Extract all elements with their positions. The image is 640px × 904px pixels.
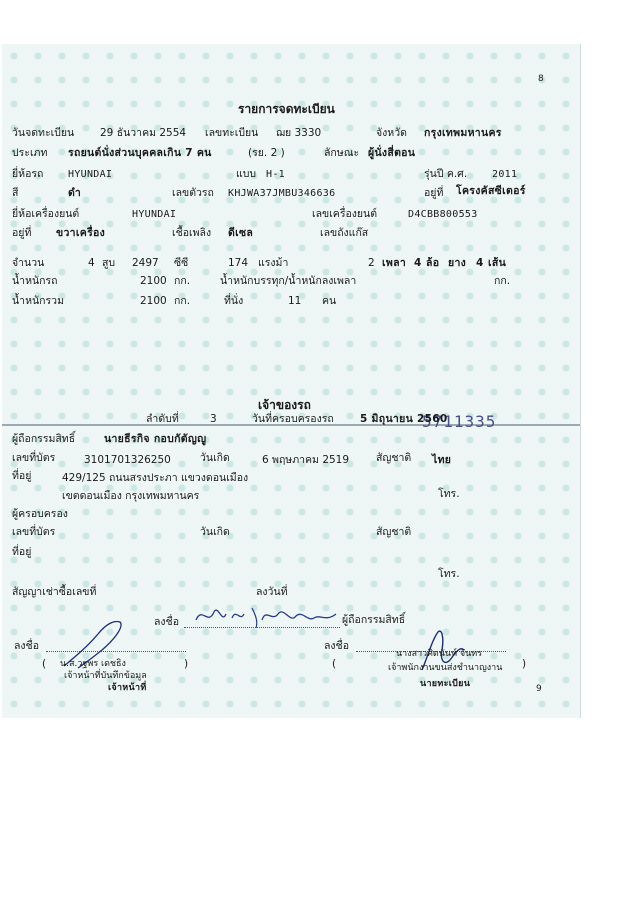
tire-unit: เส้น bbox=[488, 257, 507, 269]
tire-label: ยาง bbox=[448, 257, 467, 269]
year-label: รุ่นปี ค.ศ. bbox=[424, 168, 468, 180]
holder-value: นายธีรกิจ กอบกัตัญญู bbox=[104, 433, 207, 445]
seats-value: 11 bbox=[288, 295, 302, 307]
hire-date-label: ลงวันที่ bbox=[256, 586, 288, 598]
reg-date-label: วันจดทะเบียน bbox=[12, 127, 75, 139]
engine-brand-value: HYUNDAI bbox=[132, 209, 177, 220]
fuel-label: เชื้อเพลิง bbox=[172, 227, 212, 239]
weight-value: 2100 bbox=[140, 275, 167, 287]
color-label: สี bbox=[12, 187, 19, 199]
total-weight-value: 2100 bbox=[140, 295, 167, 307]
color-value: ดำ bbox=[68, 187, 82, 199]
weight-unit: กก. bbox=[174, 275, 191, 287]
model-value: H-1 bbox=[266, 169, 285, 180]
wheel-value: 4 bbox=[414, 257, 422, 269]
type-label: ประเภท bbox=[12, 147, 48, 159]
nationality-value: ไทย bbox=[432, 454, 452, 466]
tire-value: 4 bbox=[476, 257, 484, 269]
brand-label: ยี่ห้อรถ bbox=[12, 168, 44, 180]
possession-date-value: 5 มิถุนายน 2560 bbox=[360, 413, 448, 425]
style-label: ลักษณะ bbox=[324, 147, 360, 159]
engine-no-value: D4CBB800553 bbox=[408, 209, 478, 220]
sequence-label: ลำดับที่ bbox=[146, 413, 179, 425]
province-value: กรุงเทพมหานคร bbox=[424, 127, 502, 139]
vin-label: เลขตัวรถ bbox=[172, 187, 214, 199]
holder-sign-label: ลงชื่อ bbox=[154, 616, 179, 628]
province-label: จังหวัด bbox=[376, 127, 407, 139]
seats-unit: คน bbox=[322, 295, 337, 307]
nationality-label: สัญชาติ bbox=[376, 452, 412, 464]
registration-title: รายการจดทะเบียน bbox=[238, 102, 335, 116]
officer-sign-label: ลงชื่อ bbox=[14, 640, 39, 652]
year-value: 2011 bbox=[492, 169, 518, 180]
officer-name-left: น.ส.วฐพร เดชธิง bbox=[60, 659, 126, 669]
registrar-position: เจ้าพนักงานขนส่งชำนาญงาน bbox=[388, 663, 503, 673]
possessor-nationality-label: สัญชาติ bbox=[376, 526, 412, 538]
possessor-id-label: เลขที่บัตร bbox=[12, 526, 56, 538]
holder-signature bbox=[192, 600, 342, 630]
reg-no-value: ฌย 3330 bbox=[276, 127, 322, 139]
possessor-address-label: ที่อยู่ bbox=[12, 546, 32, 558]
cyl-value: 4 bbox=[88, 257, 95, 269]
fuel-value: ดีเซล bbox=[228, 227, 254, 239]
officer-position-left: เจ้าหน้าที่บันทึกข้อมูล bbox=[64, 671, 147, 681]
cyl-label: สูบ bbox=[102, 257, 116, 269]
load-unit: กก. bbox=[494, 275, 511, 287]
possessor-dob-label: วันเกิด bbox=[200, 526, 230, 538]
weight-label: น้ำหนักรถ bbox=[12, 275, 58, 287]
style-value: ผู้นั่งสี่ตอน bbox=[368, 147, 416, 159]
engine-brand-label: ยี่ห้อเครื่องยนต์ bbox=[12, 208, 80, 220]
brand-value: HYUNDAI bbox=[68, 169, 113, 180]
address-line-2: เขตดอนเมือง กรุงเทพมหานคร bbox=[62, 490, 200, 502]
engine-no-label: เลขเครื่องยนต์ bbox=[312, 208, 378, 220]
dob-value: 6 พฤษภาคม 2519 bbox=[262, 454, 350, 466]
location-value: โครงคัสซีเตอร์ bbox=[456, 185, 526, 197]
holder-sign-role: ผู้ถือกรรมสิทธิ์ bbox=[342, 614, 406, 626]
hire-purchase-label: สัญญาเช่าซื้อเลขที่ bbox=[12, 586, 97, 598]
wheel-label: ล้อ bbox=[426, 257, 440, 269]
vin-value: KHJWA37JMBU346636 bbox=[228, 188, 336, 199]
reg-date-value: 29 ธันวาคม 2554 bbox=[100, 127, 187, 139]
page-number-bottom: 9 bbox=[536, 684, 542, 694]
type-value: รถยนต์นั่งส่วนบุคคลเกิน 7 คน bbox=[68, 147, 212, 159]
engine-loc-label: อยู่ที่ bbox=[12, 227, 32, 239]
registrar-sign-label: ลงชื่อ bbox=[324, 640, 349, 652]
reg-no-label: เลขทะเบียน bbox=[205, 127, 259, 139]
tel-label: โทร. bbox=[438, 488, 460, 500]
total-weight-unit: กก. bbox=[174, 295, 191, 307]
officer-role-left: เจ้าหน้าที่ bbox=[108, 683, 147, 693]
code-value: (รย. 2 ) bbox=[248, 147, 285, 159]
hp-value: 174 bbox=[228, 257, 249, 269]
possessor-label: ผู้ครอบครอง bbox=[12, 508, 68, 520]
possessor-tel-label: โทร. bbox=[438, 568, 460, 580]
cc-label: ซีซี bbox=[174, 257, 189, 269]
registration-document: 8 รายการจดทะเบียน วันจดทะเบียน 29 ธันวาคม 2554 เลขทะเบียน ฌย 3330 จังหวัด กรุงเทพมหานคร ประเภท รถยนต์นั่งส่วนบุคคลเกิน 7 คน (รย. 2 ) ลักษณะ ผู้นั่งสี่ตอน ยี่ห้อรถ HYUNDAI แบบ H-1 รุ่นปี ค.ศ. 2011 สี ดำ เลขตัวรถ KHJWA37JMBU346636 อยู่ที่ โครงคัสซีเตอร์ ยี่ห้อเครื่องยนต์ HYUNDAI เลขเครื่องยนต์ D4CBB800553 อยู่ที่ ขวาเครื่อง เชื้อเพลิง ดีเซล เลขถังแก๊ส จำนวน 4 สูบ 2497 ซีซี 174 แรงม้า 2 เพลา 4 ล้อ ยาง 4 เส้น น้ำหนักรถ 2100 กก. น้ำหนักบรรทุก/น้ำหนักลงเพลา กก. น้ำหนักรวม 2100 กก. ที่นั่ง 11 คน 5711335 เจ้าของรถ ลำดับที่ 3 วันที่ครอบครองรถ 5 มิถุนายน 2560 ผู้ถือกรรมสิทธิ์ นายธีรกิจ กอบกัตัญญู เลขที่บัตร 3101701326250 วันเกิด 6 พฤษภาคม 2519 สัญชาติ ไทย ที่อยู่ 429/125 ถนนสรงประภา แขวงดอนเมือง เขตดอนเมือง กรุงเทพมหานคร โทร. ผู้ครอบครอง เลขที่บัตร วันเกิด สัญชาติ ที่อยู่ โทร. สัญญาเช่าซื้อเลขที่ ลงวันที่ ลงชื่อ ผู้ถือกรรมสิทธิ์ ลงชื่อ ลงชื่อ ( น.ส.วฐพร เดชธิง ) เจ้าหน้าที่บันทึกข้อมูล เจ้าหน้าที่ นางสาวศิตนันท์ จันทร ( เจ้าพนักงานขนส่งชำนาญงาน ) นายทะเบียน 9 bbox=[2, 44, 581, 718]
dob-label: วันเกิด bbox=[200, 452, 230, 464]
id-card-label: เลขที่บัตร bbox=[12, 452, 56, 464]
owner-title: เจ้าของรถ bbox=[258, 398, 311, 412]
axle-label: เพลา bbox=[382, 257, 407, 269]
tank-label: เลขถังแก๊ส bbox=[320, 227, 369, 239]
total-weight-label: น้ำหนักรวม bbox=[12, 295, 64, 307]
count-label: จำนวน bbox=[12, 257, 45, 269]
location-label: อยู่ที่ bbox=[424, 187, 444, 199]
seats-label: ที่นั่ง bbox=[224, 295, 244, 307]
cc-value: 2497 bbox=[132, 257, 159, 269]
possession-date-label: วันที่ครอบครองรถ bbox=[252, 413, 334, 425]
axle-value: 2 bbox=[368, 257, 375, 269]
registrar-name: นางสาวศิตนันท์ จันทร bbox=[396, 649, 483, 659]
hp-label: แรงม้า bbox=[258, 257, 289, 269]
engine-loc-value: ขวาเครื่อง bbox=[56, 227, 106, 239]
holder-label: ผู้ถือกรรมสิทธิ์ bbox=[12, 433, 76, 445]
load-label: น้ำหนักบรรทุก/น้ำหนักลงเพลา bbox=[220, 275, 357, 287]
address-line-1: 429/125 ถนนสรงประภา แขวงดอนเมือง bbox=[62, 472, 249, 484]
page-number-top: 8 bbox=[538, 74, 544, 84]
address-label: ที่อยู่ bbox=[12, 470, 32, 482]
id-card-value: 3101701326250 bbox=[84, 454, 171, 466]
registrar-role: นายทะเบียน bbox=[420, 679, 471, 689]
serial-number: 5711335 bbox=[422, 412, 497, 431]
model-label: แบบ bbox=[236, 168, 257, 180]
sequence-value: 3 bbox=[210, 413, 217, 425]
